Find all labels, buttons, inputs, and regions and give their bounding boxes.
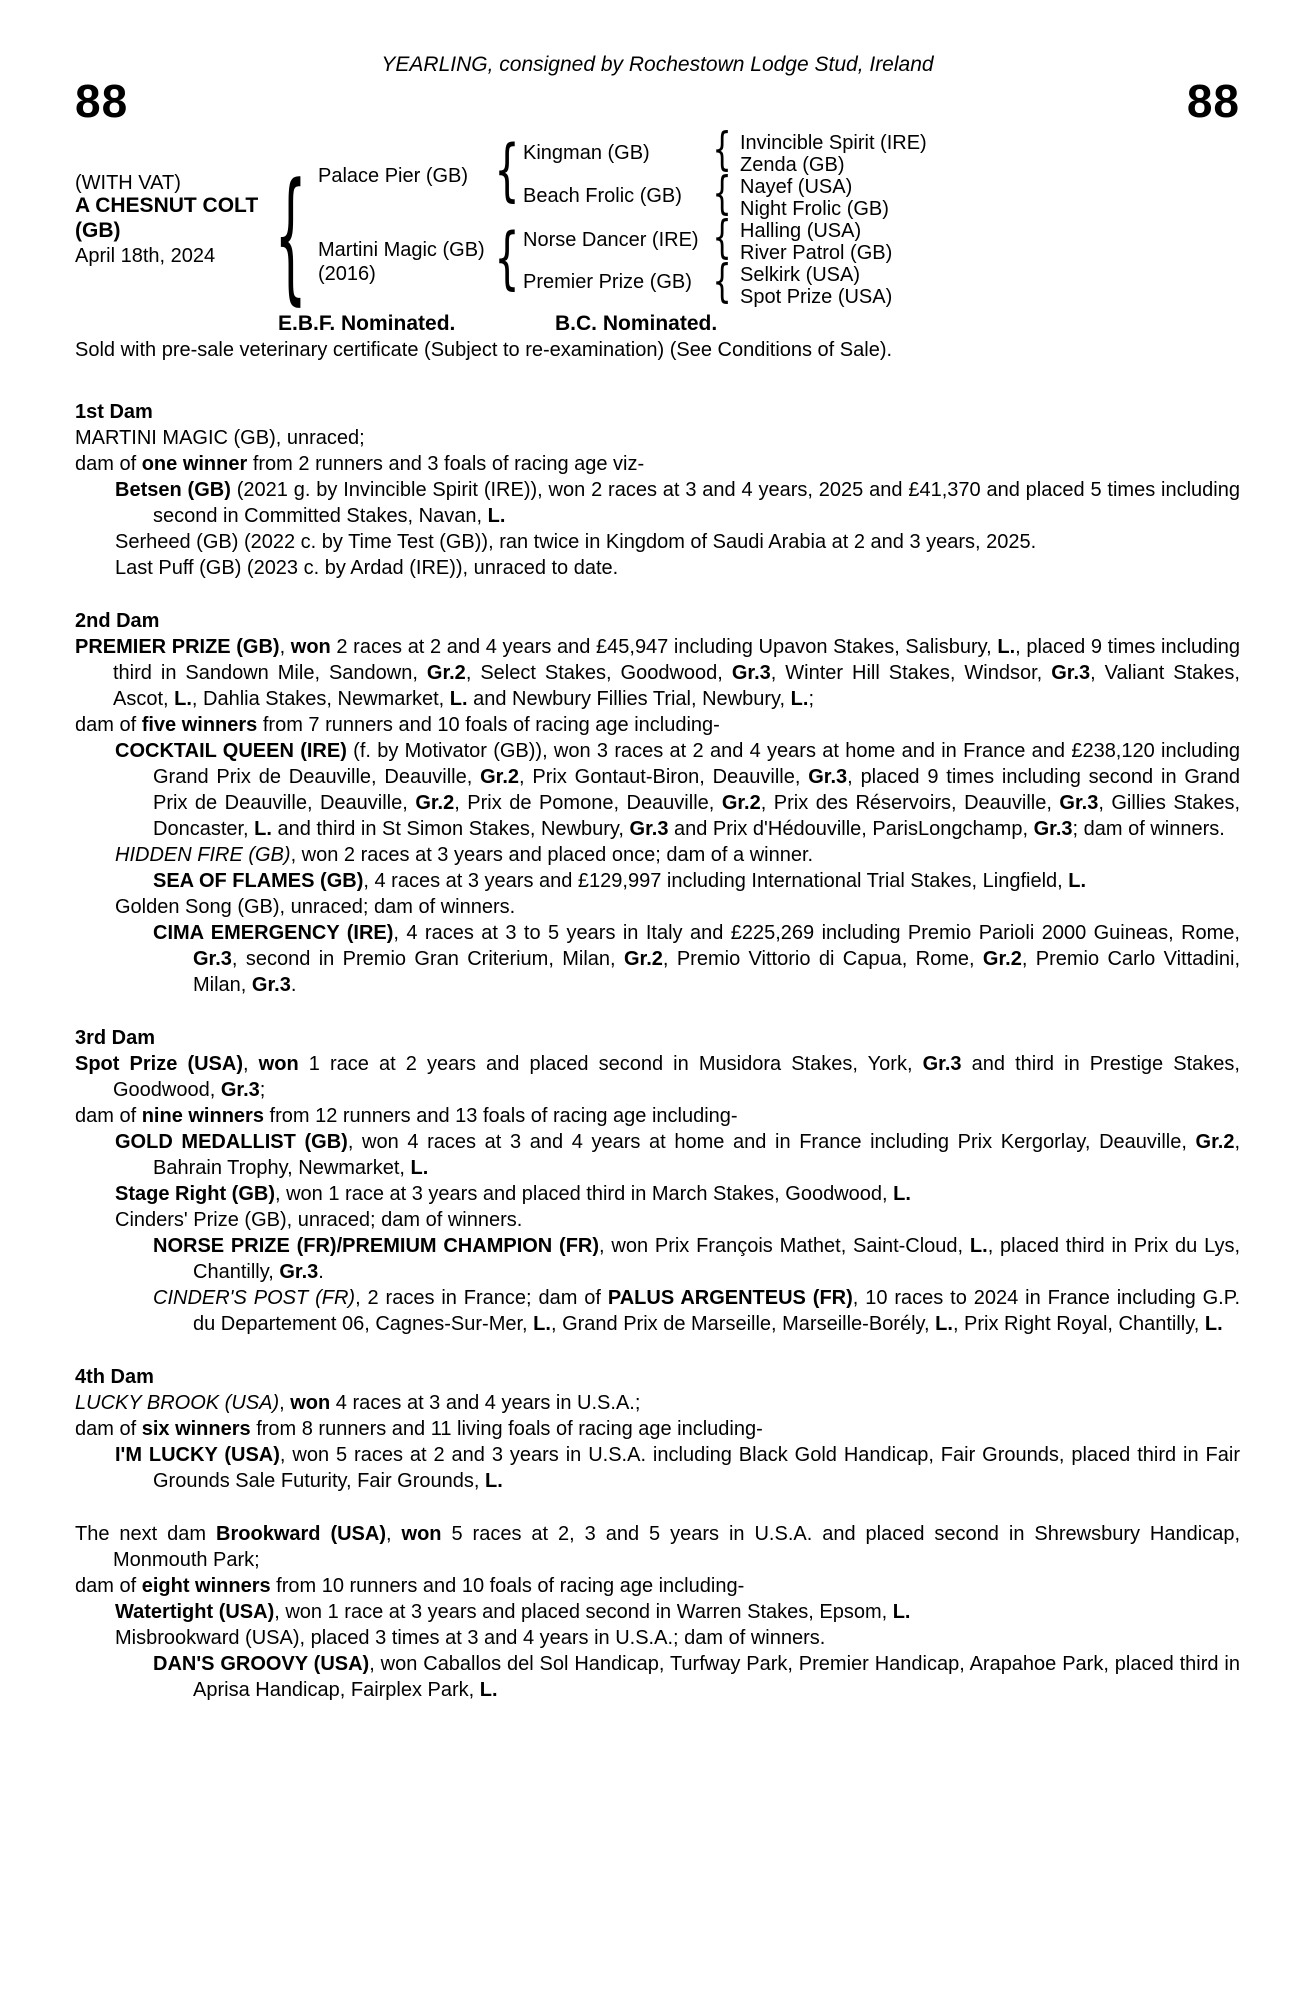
text-run: from 7 runners and 10 foals of racing age including- — [257, 714, 720, 736]
pedigree-brace-main — [278, 162, 304, 307]
pedigree-brace-dam — [496, 224, 518, 294]
text-run: Spot Prize (USA) — [75, 1053, 243, 1075]
text-run: Misbrookward (USA), placed 3 times at 3 and 4 years in U.S.A.; dam of winners. — [115, 1627, 826, 1649]
text-run: , 2 races in France; dam of — [355, 1287, 608, 1309]
lot-number-right: 88 — [1186, 75, 1240, 127]
text-run: , Premio Carlo Vittadini, Milan, — [193, 948, 1240, 996]
text-run: , Valiant Stakes, Ascot, — [113, 662, 1240, 710]
text-run: L. — [533, 1313, 551, 1335]
text-run: , won Prix François Mathet, Saint-Cloud, — [599, 1235, 970, 1257]
text-run: Gr.3 — [731, 662, 771, 684]
text-run: L. — [410, 1157, 429, 1179]
sire-name: Palace Pier (GB) — [318, 165, 469, 187]
catalog-paragraph — [75, 1625, 1240, 1651]
gen3-name: Nayef (USA) — [740, 176, 853, 198]
catalog-paragraph — [75, 712, 1240, 738]
text-run: Serheed (GB) (2022 c. by Time Test (GB)), ran twice in Kingdom of Saudi Arabia at 2 and 3 years, 2025. — [115, 531, 1037, 553]
gen3-name: Spot Prize (USA) — [740, 286, 893, 308]
text-run: L. — [892, 1601, 911, 1623]
dam-name: Martini Magic (GB) — [318, 239, 485, 261]
catalog-paragraph — [75, 1573, 1240, 1599]
text-run: from 10 runners and 10 foals of racing age including- — [270, 1575, 745, 1597]
text-run: 1 race at 2 years and placed second in Musidora Stakes, York, — [298, 1053, 923, 1075]
text-run: won — [258, 1053, 299, 1075]
text-run: Watertight (USA) — [115, 1601, 275, 1623]
text-run: L. — [174, 688, 192, 710]
text-run: won — [401, 1523, 442, 1545]
text-run: Gr.2 — [480, 766, 520, 788]
text-run: 2 races at 2 and 4 years and £45,947 including Upavon Stakes, Salisbury, — [330, 636, 998, 658]
dam-section — [75, 1521, 1240, 1703]
text-run: . — [318, 1261, 324, 1283]
text-run: PALUS ARGENTEUS (FR) — [607, 1287, 853, 1309]
catalog-paragraph — [75, 1233, 1240, 1285]
lot-number-left: 88 — [75, 75, 129, 127]
text-run: , — [279, 1392, 291, 1414]
text-run: , Bahrain Trophy, Newmarket, — [153, 1131, 1241, 1179]
text-run: L. — [254, 818, 272, 840]
pedigree-brace-gen3-4 — [712, 260, 732, 306]
text-run: from 8 runners and 11 living foals of racing age including- — [250, 1418, 763, 1440]
page-header-title: YEARLING, consigned by Rochestown Lodge Stud, Ireland — [381, 53, 934, 76]
catalog-paragraph — [75, 1103, 1240, 1129]
text-run: , 10 races to 2024 in France including G.P. du Departement 06, Cagnes-Sur-Mer, — [193, 1287, 1241, 1335]
gen3-name: Zenda (GB) — [740, 154, 845, 176]
sire-sire: Kingman (GB) — [523, 142, 650, 164]
text-run: LUCKY BROOK (USA) — [75, 1392, 280, 1414]
text-run: , Winter Hill Stakes, Windsor, — [770, 662, 1052, 684]
dam-section — [75, 1364, 1240, 1494]
text-run: dam of — [75, 453, 142, 475]
dam-section — [75, 1025, 1240, 1337]
text-run: from 12 runners and 13 foals of racing age including- — [263, 1105, 738, 1127]
catalog-paragraph — [75, 1651, 1240, 1703]
gen3-name: River Patrol (GB) — [740, 242, 893, 264]
text-run: 5 races at 2, 3 and 5 years in U.S.A. and placed second in Shrewsbury Handicap, Monmouth Park; — [113, 1523, 1240, 1571]
text-run: from 2 runners and 3 foals of racing age viz- — [247, 453, 645, 475]
text-run: NORSE PRIZE (FR)/PREMIUM CHAMPION (FR) — [153, 1235, 600, 1257]
text-run: , won 1 race at 3 years and placed third in March Stakes, Goodwood, — [275, 1183, 894, 1205]
catalog-paragraph — [75, 555, 1240, 581]
text-run: Gr.3 — [629, 818, 669, 840]
dam-sections — [0, 399, 1315, 1703]
text-run: , Premio Vittorio di Capua, Rome, — [662, 948, 983, 970]
text-run: won — [290, 1392, 331, 1414]
catalog-paragraph — [75, 894, 1240, 920]
text-run: Gr.2 — [721, 792, 761, 814]
text-run: GOLD MEDALLIST (GB) — [115, 1131, 348, 1153]
text-run: Gr.3 — [220, 1079, 260, 1101]
text-run: Gr.3 — [922, 1053, 962, 1075]
text-run: I'M LUCKY (USA) — [115, 1444, 280, 1466]
catalog-paragraph — [75, 529, 1240, 555]
catalog-paragraph — [75, 1129, 1240, 1181]
text-run: , — [386, 1523, 402, 1545]
text-run: five winners — [141, 714, 258, 736]
text-run: , won 5 races at 2 and 3 years in U.S.A. including Black Gold Handicap, Fair Grounds, placed third in Fair Grounds Sale Futurity, Fair Grounds, — [153, 1444, 1240, 1492]
text-run: L. — [935, 1313, 953, 1335]
text-run: Betsen (GB) — [115, 479, 231, 501]
dam-section — [75, 399, 1240, 581]
pedigree-brace-sire — [496, 136, 518, 206]
text-run: , Prix Gontaut-Biron, Deauville, — [519, 766, 809, 788]
text-run: Gr.3 — [1033, 818, 1073, 840]
text-run: HIDDEN FIRE (GB) — [115, 844, 291, 866]
catalog-paragraph — [75, 738, 1240, 842]
catalog-paragraph — [75, 1390, 1240, 1416]
text-run: Gr.2 — [415, 792, 455, 814]
with-vat-label: (WITH VAT) — [75, 172, 181, 194]
catalog-paragraph — [75, 1599, 1240, 1625]
text-run: , Select Stakes, Goodwood, — [465, 662, 732, 684]
text-run: Brookward (USA) — [216, 1523, 386, 1545]
text-run: , won 4 races at 3 and 4 years at home and in France including Prix Kergorlay, Deauville, — [347, 1131, 1196, 1153]
catalog-paragraph — [75, 451, 1240, 477]
catalog-paragraph — [75, 1285, 1240, 1337]
text-run: (2021 g. by Invincible Spirit (IRE)), won 2 races at 3 and 4 years, 2025 and £41,370 and placed 5 times including second in Committed Stakes, Navan, — [153, 479, 1240, 527]
text-run: DAN'S GROOVY (USA) — [153, 1653, 370, 1675]
gen3-name: Night Frolic (GB) — [740, 198, 889, 220]
text-run: Cinders' Prize (GB), unraced; dam of winners. — [115, 1209, 523, 1231]
text-run: and third in Prestige Stakes, Goodwood, — [113, 1053, 1240, 1101]
catalog-paragraph — [75, 477, 1240, 529]
text-run: MARTINI MAGIC (GB), unraced; — [75, 427, 365, 449]
text-run: six winners — [141, 1418, 251, 1440]
sire-dam: Beach Frolic (GB) — [523, 185, 682, 207]
text-run: COCKTAIL QUEEN (IRE) — [115, 740, 347, 762]
text-run: The next dam — [75, 1523, 217, 1545]
text-run: and Newbury Fillies Trial, Newbury, — [467, 688, 791, 710]
text-run: , Prix Right Royal, Chantilly, — [952, 1313, 1205, 1335]
catalog-paragraph — [75, 1416, 1240, 1442]
text-run: , Grand Prix de Marseille, Marseille-Borély, — [550, 1313, 936, 1335]
text-run: Gr.2 — [426, 662, 466, 684]
catalog-paragraph — [75, 868, 1240, 894]
gen3-name: Halling (USA) — [740, 220, 862, 242]
text-run: dam of — [75, 714, 142, 736]
text-run: , placed 9 times including third in Sandown Mile, Sandown, — [113, 636, 1240, 684]
dam-section-heading: 3rd Dam — [75, 1027, 156, 1049]
text-run: Gr.2 — [1195, 1131, 1235, 1153]
text-run: CINDER'S POST (FR) — [153, 1287, 356, 1309]
text-run: , Prix de Pomone, Deauville, — [454, 792, 722, 814]
text-run: L. — [484, 1470, 503, 1492]
text-run: , won 1 race at 3 years and placed second in Warren Stakes, Epsom, — [274, 1601, 893, 1623]
text-run: Last Puff (GB) (2023 c. by Ardad (IRE)), unraced to date. — [115, 557, 619, 579]
text-run: L. — [479, 1679, 498, 1701]
text-run: L. — [1068, 870, 1087, 892]
catalog-paragraph — [75, 842, 1240, 868]
gen3-name: Invincible Spirit (IRE) — [740, 132, 927, 154]
dam-section-heading: 4th Dam — [75, 1366, 154, 1388]
vet-certificate-note: Sold with pre-sale veterinary certificate (Subject to re-examination) (See Conditions of Sale). — [75, 339, 893, 361]
text-run: dam of — [75, 1575, 142, 1597]
text-run: Gr.3 — [1059, 792, 1099, 814]
foal-date: April 18th, 2024 — [75, 245, 216, 267]
text-run: ; — [259, 1079, 266, 1101]
text-run: Golden Song (GB), unraced; dam of winners. — [115, 896, 516, 918]
gen3-name: Selkirk (USA) — [740, 264, 861, 286]
text-run: , 4 races at 3 years and £129,997 including International Trial Stakes, Lingfield, — [363, 870, 1069, 892]
text-run: L. — [487, 505, 506, 527]
text-run: , Prix des Réservoirs, Deauville, — [760, 792, 1060, 814]
text-run: , 4 races at 3 to 5 years in Italy and £225,269 including Premio Parioli 2000 Guineas, Rome, — [393, 922, 1240, 944]
text-run: , placed 9 times including second in Grand Prix de Deauville, Deauville, — [153, 766, 1240, 814]
text-run: L. — [969, 1235, 988, 1257]
text-run: Gr.2 — [623, 948, 663, 970]
text-run: L. — [997, 636, 1016, 658]
text-run: Gr.2 — [982, 948, 1022, 970]
text-run: L. — [790, 688, 809, 710]
text-run: one winner — [141, 453, 248, 475]
catalog-paragraph — [75, 1521, 1240, 1573]
dam-dam: Premier Prize (GB) — [523, 271, 692, 293]
dam-year: (2016) — [318, 263, 376, 285]
catalog-paragraph — [75, 425, 1240, 451]
text-run: , placed third in Prix du Lys, Chantilly, — [193, 1235, 1241, 1283]
text-run: , Dahlia Stakes, Newmarket, — [191, 688, 450, 710]
text-run: Gr.3 — [279, 1261, 319, 1283]
text-run: eight winners — [141, 1575, 271, 1597]
catalog-paragraph — [75, 634, 1240, 712]
text-run: dam of — [75, 1418, 142, 1440]
bc-nominated-label: B.C. Nominated. — [555, 312, 718, 335]
catalog-paragraph — [75, 1051, 1240, 1103]
text-run: ; dam of winners. — [1072, 818, 1225, 840]
text-run: won — [290, 636, 331, 658]
catalog-paragraph — [75, 1181, 1240, 1207]
text-run: and Prix d'Hédouville, ParisLongchamp, — [668, 818, 1034, 840]
dam-section-heading: 2nd Dam — [75, 610, 160, 632]
text-run: (f. by Motivator (GB)), won 3 races at 2 and 4 years at home and in France and £238,120 including Grand Prix de Deauville, Deauville, — [153, 740, 1240, 788]
text-run: 4 races at 3 and 4 years in U.S.A.; — [330, 1392, 641, 1414]
text-run: , second in Premio Gran Criterium, Milan, — [231, 948, 624, 970]
text-run: Gr.3 — [808, 766, 848, 788]
text-run: , won Caballos del Sol Handicap, Turfway Park, Premier Handicap, Arapahoe Park, placed third in Aprisa Handicap, Fairplex Park, — [193, 1653, 1240, 1701]
text-run: SEA OF FLAMES (GB) — [153, 870, 364, 892]
text-run: Gr.3 — [251, 974, 291, 996]
dam-section-heading: 1st Dam — [75, 401, 153, 423]
text-run: Gr.3 — [1051, 662, 1091, 684]
text-run: , — [243, 1053, 259, 1075]
text-run: L. — [449, 688, 468, 710]
catalog-paragraph — [75, 1207, 1240, 1233]
text-run: Stage Right (GB) — [115, 1183, 275, 1205]
horse-suffix: (GB) — [75, 219, 121, 242]
text-run: ; — [808, 688, 814, 710]
text-run: L. — [1204, 1313, 1223, 1335]
pedigree-block — [0, 0, 1315, 372]
text-run: , won 2 races at 3 years and placed once; dam of a winner. — [290, 844, 814, 866]
catalog-paragraph — [75, 920, 1240, 998]
text-run: Gr.3 — [193, 948, 232, 970]
catalog-paragraph — [75, 1442, 1240, 1494]
ebf-nominated-label: E.B.F. Nominated. — [278, 312, 456, 335]
text-run: . — [290, 974, 297, 996]
horse-name: A CHESNUT COLT — [75, 194, 259, 217]
text-run: CIMA EMERGENCY (IRE) — [153, 922, 394, 944]
text-run: and third in St Simon Stakes, Newbury, — [271, 818, 630, 840]
dam-sire: Norse Dancer (IRE) — [523, 229, 699, 251]
text-run: PREMIER PRIZE (GB) — [75, 636, 280, 658]
text-run: dam of — [75, 1105, 142, 1127]
text-run: , — [279, 636, 291, 658]
text-run: L. — [893, 1183, 911, 1205]
dam-section — [75, 608, 1240, 998]
text-run: , Gillies Stakes, Doncaster, — [153, 792, 1241, 840]
text-run: nine winners — [141, 1105, 264, 1127]
